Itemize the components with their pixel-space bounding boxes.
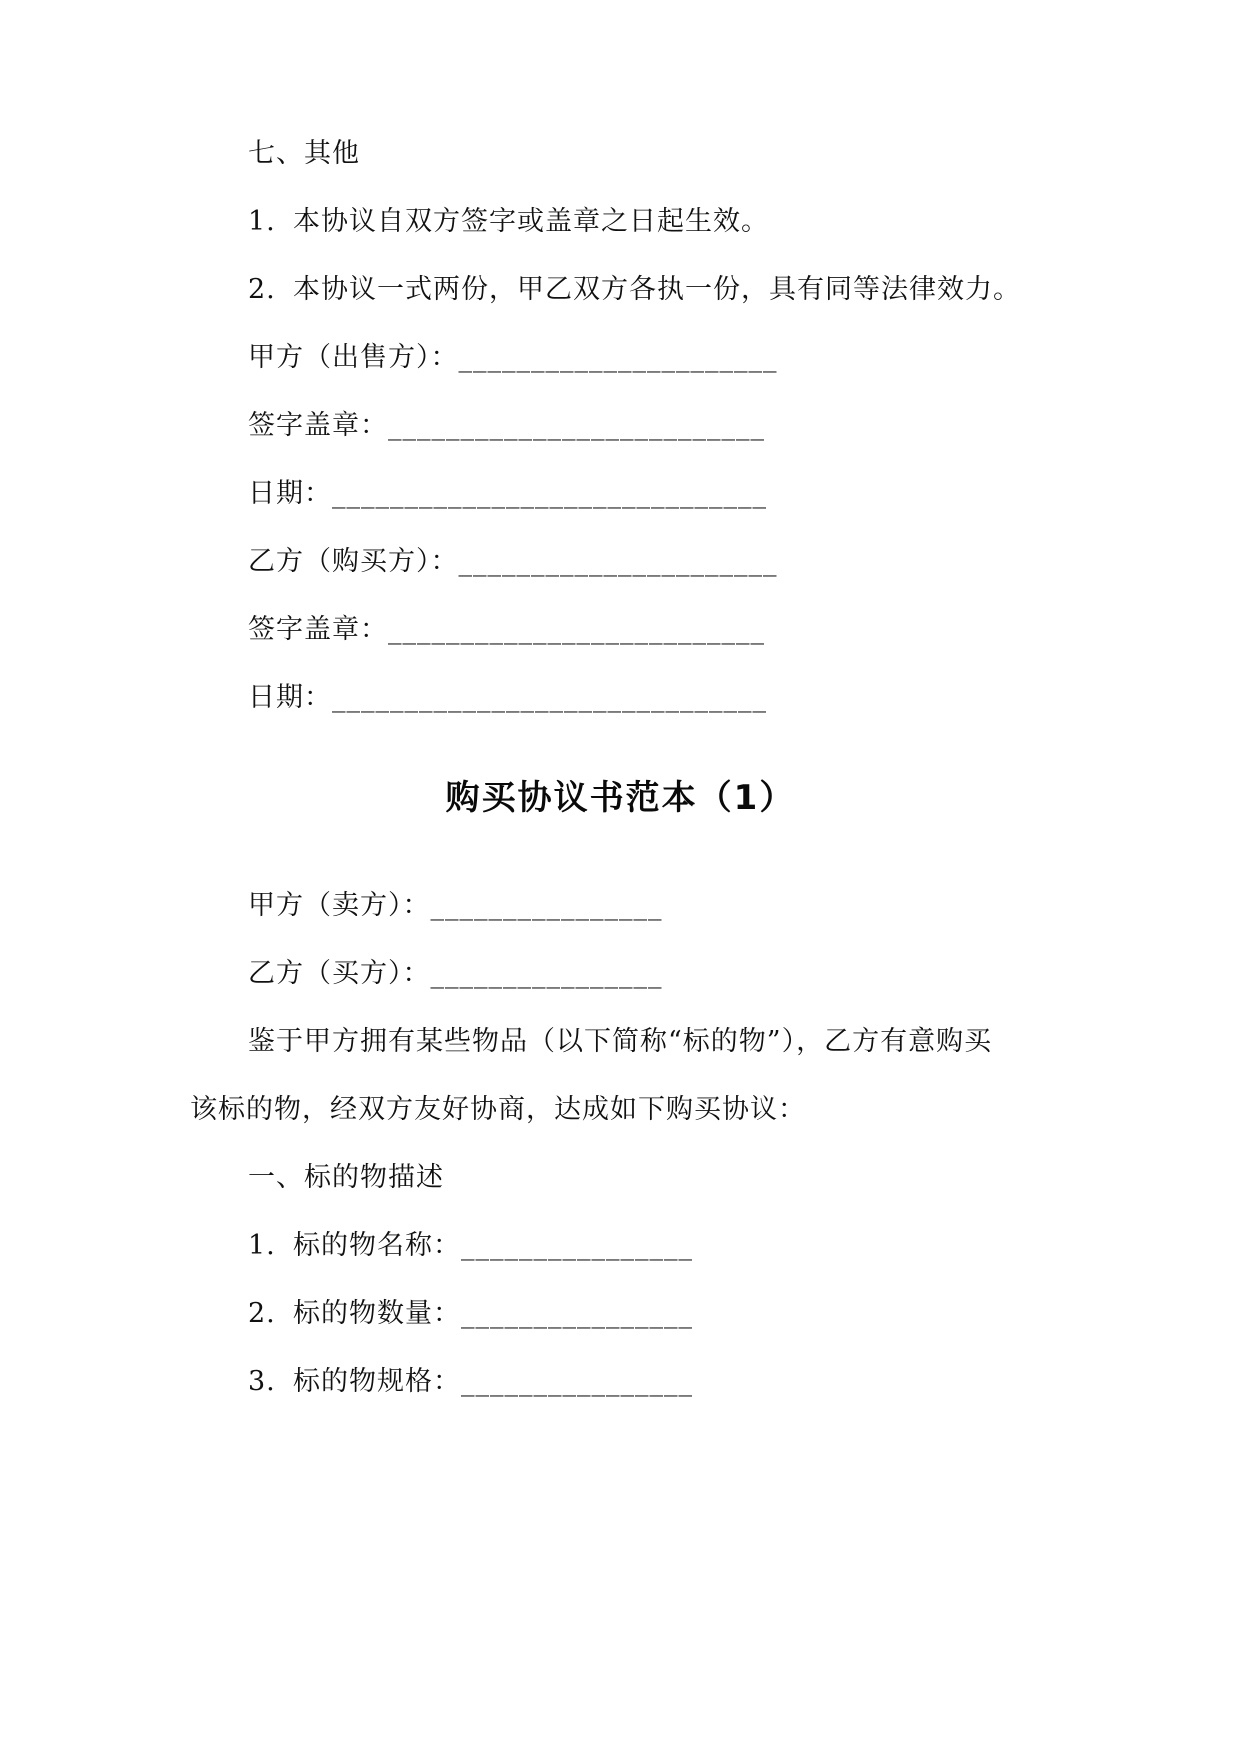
section-seven-item-1 [248,204,769,240]
buyer-name-field: 乙方（购买方）：______________________ [248,546,778,577]
preamble-line-1: 鉴于甲方拥有某些物品（以下简称“标的物”），乙方有意购买 [248,1026,993,1057]
seller-name-field: 甲方（出售方）：______________________ [248,342,778,373]
document-title: 购买协议书范本（1） [445,778,796,818]
item-number: 3. [248,1366,276,1397]
buyer-signature-field: 签字盖章：__________________________ [248,614,765,645]
buyer-date-field: 日期：______________________________ [248,682,767,713]
item-text: 标的物名称：________________ [293,1230,693,1261]
party-a-field: 甲方（卖方）：________________ [248,890,663,921]
party-b-field: 乙方（买方）：________________ [248,958,663,989]
preamble-line-2: 该标的物，经双方友好协商，达成如下购买协议： [190,1094,806,1125]
section-one-item-2 [248,1296,693,1332]
item-text: 本协议一式两份，甲乙双方各执一份，具有同等法律效力。 [293,274,1021,305]
item-number: 1. [248,1230,276,1261]
item-text: 本协议自双方签字或盖章之日起生效。 [293,206,769,237]
section-seven-item-2 [248,272,1021,308]
item-number: 2. [248,274,276,305]
seller-date-field: 日期：______________________________ [248,478,767,509]
item-text: 标的物数量：________________ [293,1298,693,1329]
item-text: 标的物规格：________________ [293,1366,693,1397]
item-number: 1. [248,206,276,237]
seller-signature-field: 签字盖章：__________________________ [248,410,765,441]
section-one-heading: 一、标的物描述 [248,1162,444,1193]
item-number: 2. [248,1298,276,1329]
section-one-item-3 [248,1364,693,1400]
section-seven-heading: 七、其他 [248,138,360,169]
section-one-item-1 [248,1228,693,1264]
